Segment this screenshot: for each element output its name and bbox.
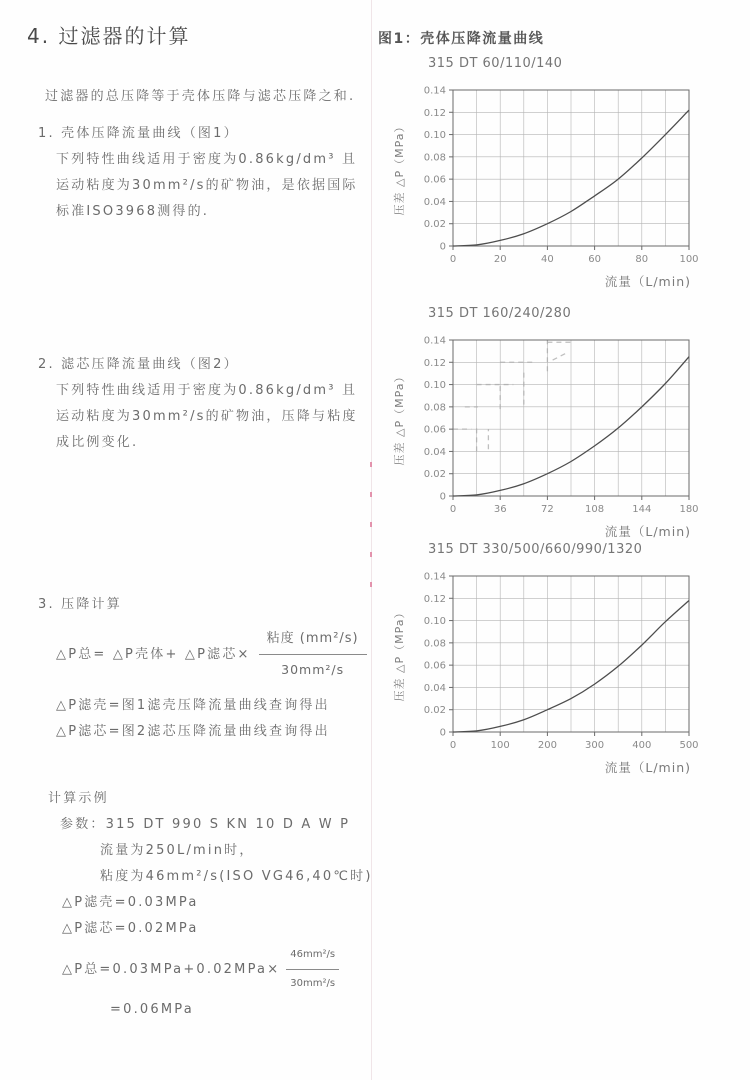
y-tick-label: 0.10 — [423, 380, 446, 392]
example-dp-core: △P滤芯=0.02MPa — [62, 921, 199, 936]
x-axis-label: 流量（L/min) — [604, 274, 691, 289]
y-tick-label: 0.12 — [423, 357, 446, 369]
pressure-formula — [56, 626, 367, 683]
y-tick-label: 0 — [439, 241, 446, 253]
formula-lhs: △P总= △P壳体+ △P滤芯× — [56, 646, 251, 662]
y-tick-label: 0 — [439, 491, 446, 503]
example-heading: 计算示例 — [48, 791, 109, 806]
section-pressure-calc — [38, 592, 367, 745]
y-tick-label: 0.04 — [423, 196, 446, 208]
grid — [453, 576, 689, 732]
chart-canvas — [373, 564, 725, 776]
y-tick-label: 0.08 — [423, 402, 446, 414]
section-line: 成比例变化. — [56, 435, 139, 450]
example-line: 流量为250L/min时， — [100, 843, 255, 858]
section-line: 运动粘度为30mm²/s的矿物油，压降与粘度 — [56, 409, 358, 424]
calculation-example — [48, 786, 373, 1023]
x-tick-label: 0 — [449, 254, 457, 265]
section-element-curve — [38, 352, 358, 456]
x-tick-label: 0 — [449, 504, 457, 515]
y-tick-label: 0.04 — [423, 446, 446, 458]
section-heading: 3. 压降计算 — [38, 597, 122, 612]
example-line: 粘度为46mm²/s(ISO VG46,40℃时) — [100, 869, 373, 884]
y-axis-label: 压差 △P（MPa） — [393, 120, 406, 216]
x-tick-label: 108 — [585, 504, 605, 515]
y-tick-label: 0.12 — [423, 107, 446, 119]
y-tick-label: 0.12 — [423, 593, 446, 605]
y-tick-label: 0.14 — [423, 85, 446, 97]
y-tick-label: 0.02 — [423, 705, 446, 717]
x-tick-label: 300 — [585, 740, 605, 751]
section-line: 下列特性曲线适用于密度为0.86kg/dm³ 且 — [56, 383, 358, 398]
x-axis-label: 流量（L/min) — [604, 760, 691, 775]
chart-canvas — [373, 328, 725, 540]
x-tick-label: 200 — [537, 740, 557, 751]
section-line: 下列特性曲线适用于密度为0.86kg/dm³ 且 — [56, 152, 358, 167]
y-tick-label: 0.02 — [423, 219, 446, 231]
intro-text: 过滤器的总压降等于壳体压降与滤芯压降之和. — [45, 89, 356, 104]
page-title: 4. 过滤器的计算 — [27, 24, 191, 48]
x-tick-label: 100 — [490, 740, 510, 751]
grid — [453, 90, 689, 246]
figure-header: 图1：壳体压降流量曲线 — [378, 31, 545, 47]
formula-notes — [56, 693, 367, 745]
y-axis-label: 压差 △P（MPa） — [393, 606, 406, 702]
y-tick-label: 0.10 — [423, 130, 446, 142]
x-tick-label: 40 — [541, 254, 554, 265]
grid — [453, 340, 689, 496]
y-tick-label: 0 — [439, 727, 446, 739]
x-tick-label: 80 — [635, 254, 649, 265]
example-dp-shell: △P滤壳=0.03MPa — [62, 895, 199, 910]
chart-title: 315 DT 330/500/660/990/1320 — [428, 542, 643, 557]
x-tick-label: 72 — [541, 504, 554, 515]
y-tick-label: 0.06 — [423, 660, 446, 672]
y-tick-label: 0.06 — [423, 174, 446, 186]
fraction-numerator: 粘度 (mm²/s) — [259, 626, 367, 655]
example-total-formula — [62, 942, 373, 997]
x-tick-label: 36 — [493, 504, 507, 515]
example-fraction — [286, 942, 339, 997]
formula-note: △P滤芯=图2滤芯压降流量曲线查询得出 — [56, 724, 330, 739]
chart-canvas — [373, 78, 725, 290]
example-parameters: 参数：315 DT 990 S KN 10 D A W P — [60, 817, 351, 832]
example-fraction-numerator: 46mm²/s — [286, 942, 339, 970]
y-axis-label: 压差 △P（MPa） — [393, 370, 406, 466]
x-tick-label: 60 — [588, 254, 601, 265]
x-tick-label: 180 — [679, 504, 699, 515]
fraction-denominator: 30mm²/s — [281, 662, 345, 677]
x-tick-label: 0 — [449, 740, 457, 751]
section-heading: 2. 滤芯压降流量曲线（图2） — [38, 357, 239, 372]
y-tick-label: 0.08 — [423, 152, 446, 164]
x-tick-label: 100 — [679, 254, 699, 265]
y-tick-label: 0.02 — [423, 469, 446, 481]
formula-fraction — [259, 626, 367, 683]
section-heading: 1. 壳体压降流量曲线（图1） — [38, 126, 239, 141]
example-fraction-denominator: 30mm²/s — [290, 978, 336, 989]
formula-note: △P滤壳=图1滤壳压降流量曲线查询得出 — [56, 698, 330, 713]
y-tick-label: 0.08 — [423, 638, 446, 650]
section-line: 标准ISO3968测得的. — [56, 204, 210, 219]
chart-title: 315 DT 60/110/140 — [428, 56, 563, 71]
x-tick-label: 400 — [632, 740, 652, 751]
y-tick-label: 0.04 — [423, 682, 446, 694]
y-tick-label: 0.06 — [423, 424, 446, 436]
example-result: =0.06MPa — [110, 1002, 194, 1017]
chart-315dt-330-500-660-990-1320 — [373, 542, 725, 776]
x-tick-label: 500 — [679, 740, 699, 751]
chart-315dt-160-240-280 — [373, 306, 725, 540]
y-tick-label: 0.10 — [423, 616, 446, 628]
section-housing-curve — [38, 121, 358, 225]
chart-title: 315 DT 160/240/280 — [428, 306, 572, 321]
chart-315dt-60-110-140 — [373, 56, 725, 290]
section-line: 运动粘度为30mm²/s的矿物油，是依据国际 — [56, 178, 358, 193]
x-axis-label: 流量（L/min) — [604, 524, 691, 539]
y-tick-label: 0.14 — [423, 571, 446, 583]
scan-artifact — [553, 353, 566, 360]
example-total-lhs: △P总=0.03MPa+0.02MPa× — [62, 961, 281, 977]
x-tick-label: 144 — [632, 504, 652, 515]
y-tick-label: 0.14 — [423, 335, 446, 347]
x-tick-label: 20 — [493, 254, 507, 265]
scan-artifact-pink-dashes — [370, 462, 372, 590]
